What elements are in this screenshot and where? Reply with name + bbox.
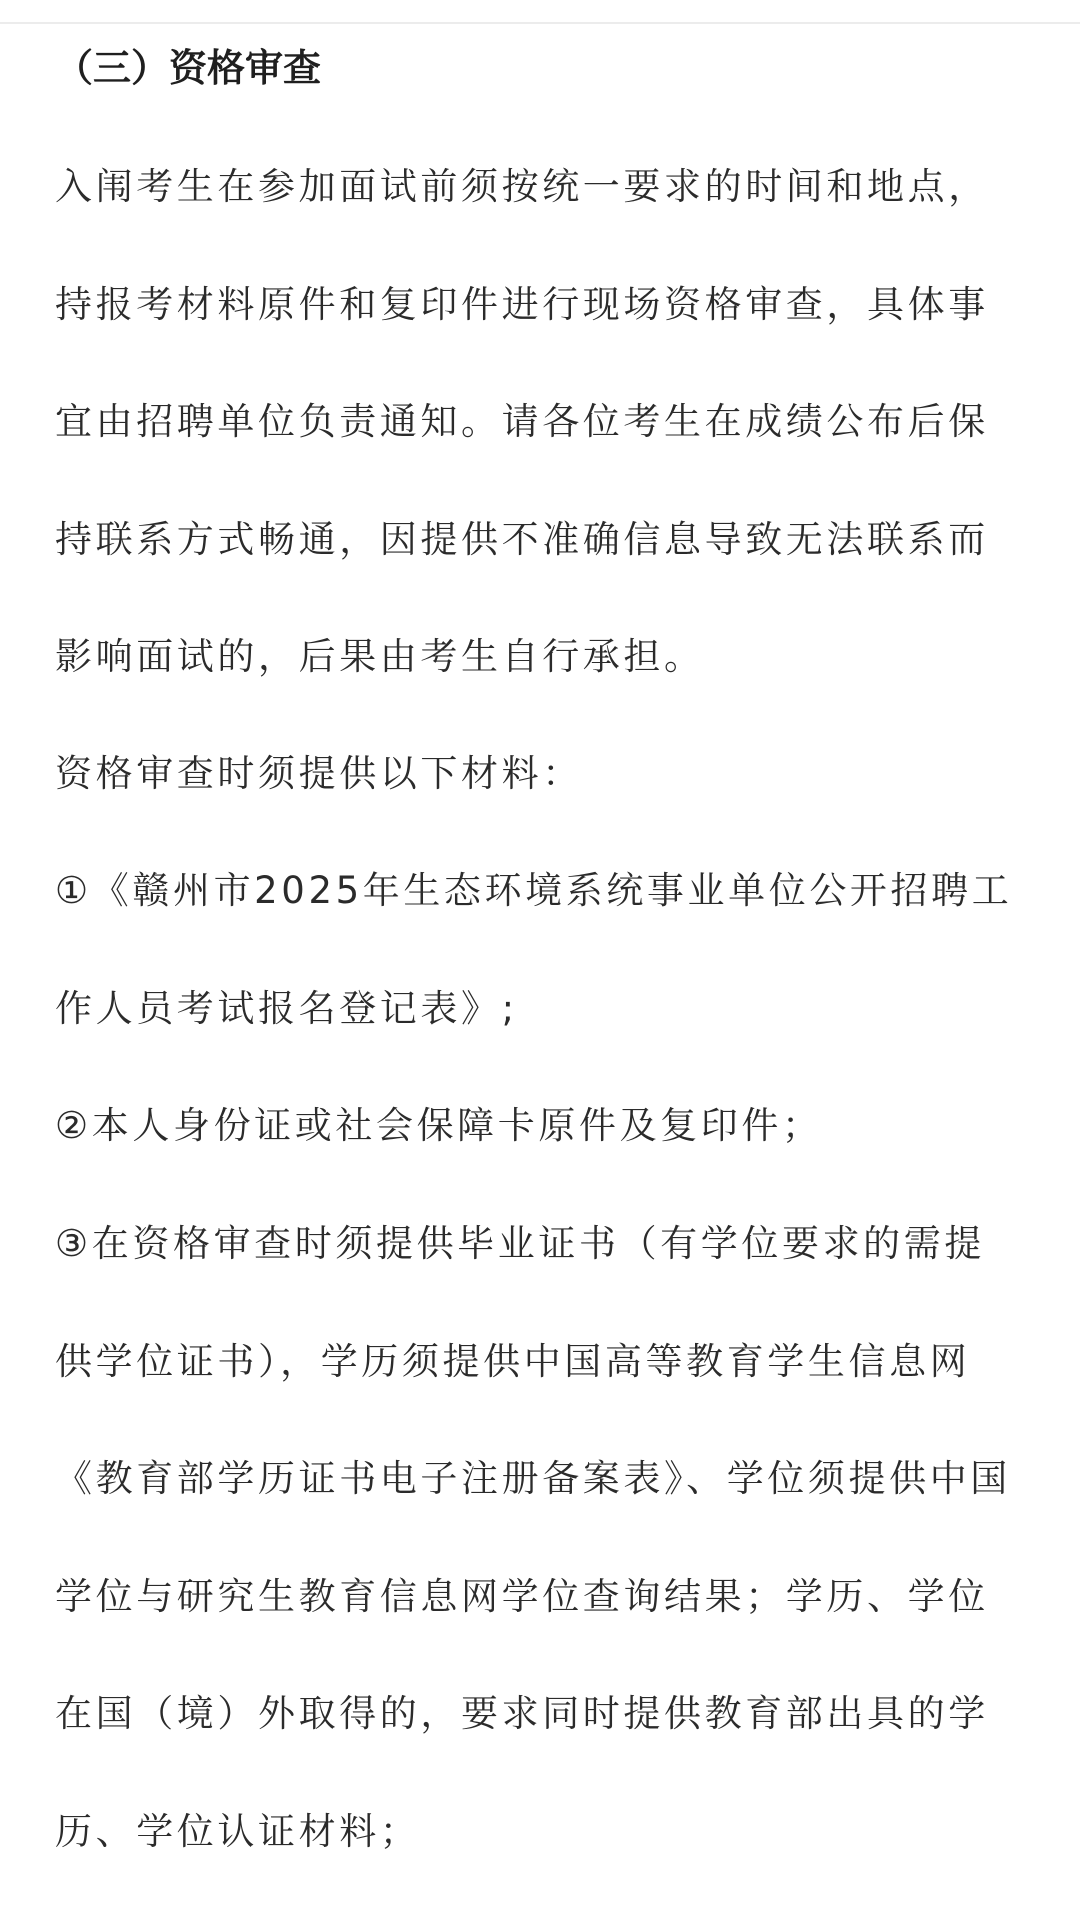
paragraph-materials-intro: 资格审查时须提供以下材料： xyxy=(55,752,583,795)
list-item-id-card: ②本人身份证或社会保障卡原件及复印件； xyxy=(55,1104,823,1147)
list-item-diploma: ③在资格审查时须提供毕业证书（有学位要求的需提供学位证书），学历须提供中国高等教育学生信息网《教育部学历证书电子注册备案表》、学位须提供中国学位与研究生教育信息网学位查询结果；学历、学位在国（境）外取得的，要求同时提供教育部出具的学历、学位认证材料； xyxy=(55,1222,1011,1853)
list-item-registration-form: ①《赣州市2025年生态环境系统事业单位公开招聘工作人员考试报名登记表》; xyxy=(55,869,1013,1030)
section-heading: （三）资格审查 xyxy=(55,46,322,90)
paragraph-intro: 入闱考生在参加面试前须按统一要求的时间和地点，持报考材料原件和复印件进行现场资格审查，具体事宜由招聘单位负责通知。请各位考生在成绩公布后保持联系方式畅通，因提供不准确信息导致无法联系而影响面试的，后果由考生自行承担。 xyxy=(55,165,989,678)
top-divider xyxy=(0,22,1080,24)
